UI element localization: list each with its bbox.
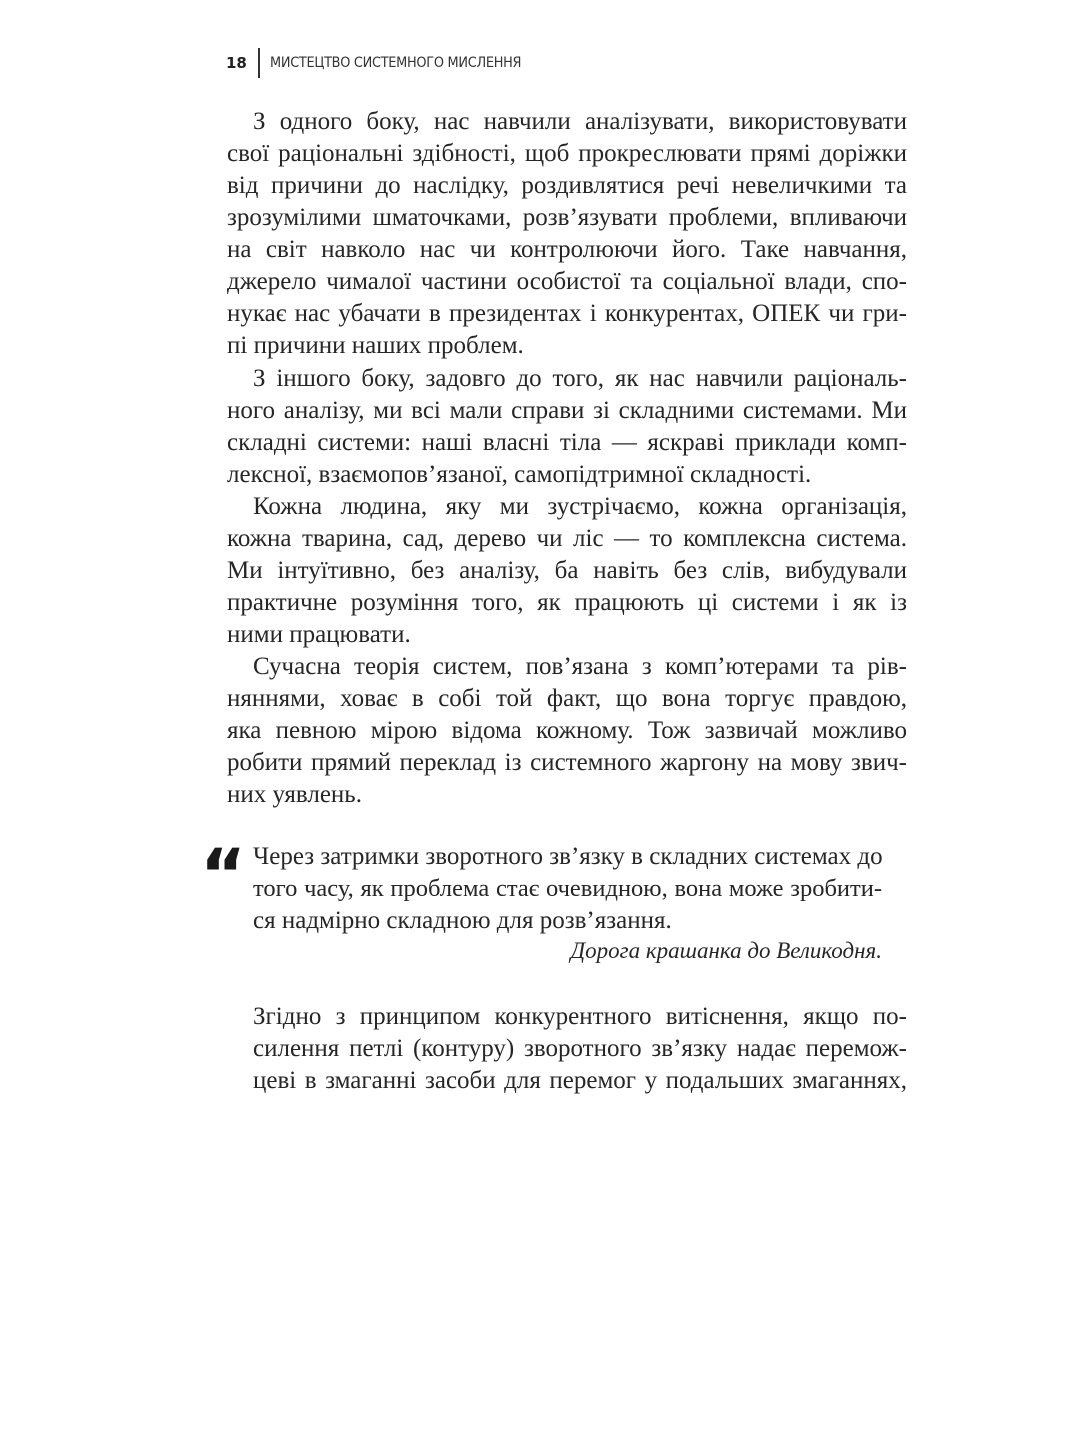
text-line: Кожна людина, яку ми зустрічаємо, кожна організація,	[253, 493, 907, 520]
text-line: на світ навколо нас чи контролюючи його. Таке навчання,	[227, 236, 907, 263]
text-line: няннями, ховає в собі той факт, що вона торгує правдою,	[227, 685, 907, 712]
text-line: свої раціональні здібності, щоб прокреслювати прямі доріжки	[227, 140, 907, 167]
text-line: силення петлі (контуру) зворотного зв’язку надає перемож-	[253, 1035, 907, 1062]
text-line: ними працювати.	[227, 621, 411, 648]
quote-line: того часу, як проблема стає очевидною, вона може зробити-	[253, 875, 882, 902]
text-line: нукає нас убачати в президентах і конкурентах, ОПЕК чи гри-	[227, 300, 907, 327]
text-line: лексної, взаємопов’язаної, самопідтримної складності.	[227, 461, 812, 488]
text-line: них уявлень.	[227, 781, 362, 808]
quote-mark-icon: “	[200, 834, 247, 916]
quote-attribution: Дорога крашанка до Великодня.	[570, 938, 882, 963]
text-line: пі причини наших проблем.	[227, 332, 524, 359]
text-line: складні системи: наші власні тіла — яскраві приклади комп-	[227, 429, 907, 456]
text-line: Ми інтуїтивно, без аналізу, ба навіть без слів, вибудували	[227, 557, 907, 584]
text-line: робити прямий переклад із системного жаргону на мову звич-	[227, 749, 907, 776]
text-line: З одного боку, нас навчили аналізувати, використовувати	[253, 108, 907, 135]
text-line: практичне розуміння того, як працюють ці системи і як із	[227, 589, 907, 616]
text-line: кожна тварина, сад, дерево чи ліс — то комплексна система.	[227, 525, 907, 552]
text-line: Сучасна теорія систем, пов’язана з комп’ютерами та рів-	[253, 653, 907, 680]
text-line: ного аналізу, ми всі мали справи зі складними системами. Ми	[227, 397, 907, 424]
text-line: зрозумілими шматочками, розв’язувати проблеми, впливаючи	[227, 204, 907, 231]
text-line: Згідно з принципом конкурентного витіснення, якщо по-	[253, 1003, 907, 1030]
running-title: МИСТЕЦТВО СИСТЕМНОГО МИСЛЕННЯ	[270, 55, 522, 71]
page-number: 18	[226, 54, 247, 72]
text-line: джерело чималої частини особистої та соціальної влади, спо-	[227, 268, 907, 295]
text-line: З іншого боку, задовго до того, як нас навчили раціональ-	[253, 365, 907, 392]
quote-line: ся надмірно складною для розв’язання.	[253, 907, 672, 934]
text-line: від причини до наслідку, роздивлятися речі невеличкими та	[227, 172, 907, 199]
header-divider	[258, 48, 260, 78]
text-line: яка певною мірою відома кожному. Тож зазвичай можливо	[227, 717, 907, 744]
text-line: цеві в змаганні засоби для перемог у подальших змаганнях,	[253, 1067, 907, 1094]
quote-line: Через затримки зворотного зв’язку в складних системах до	[253, 843, 883, 870]
running-header	[226, 46, 543, 80]
